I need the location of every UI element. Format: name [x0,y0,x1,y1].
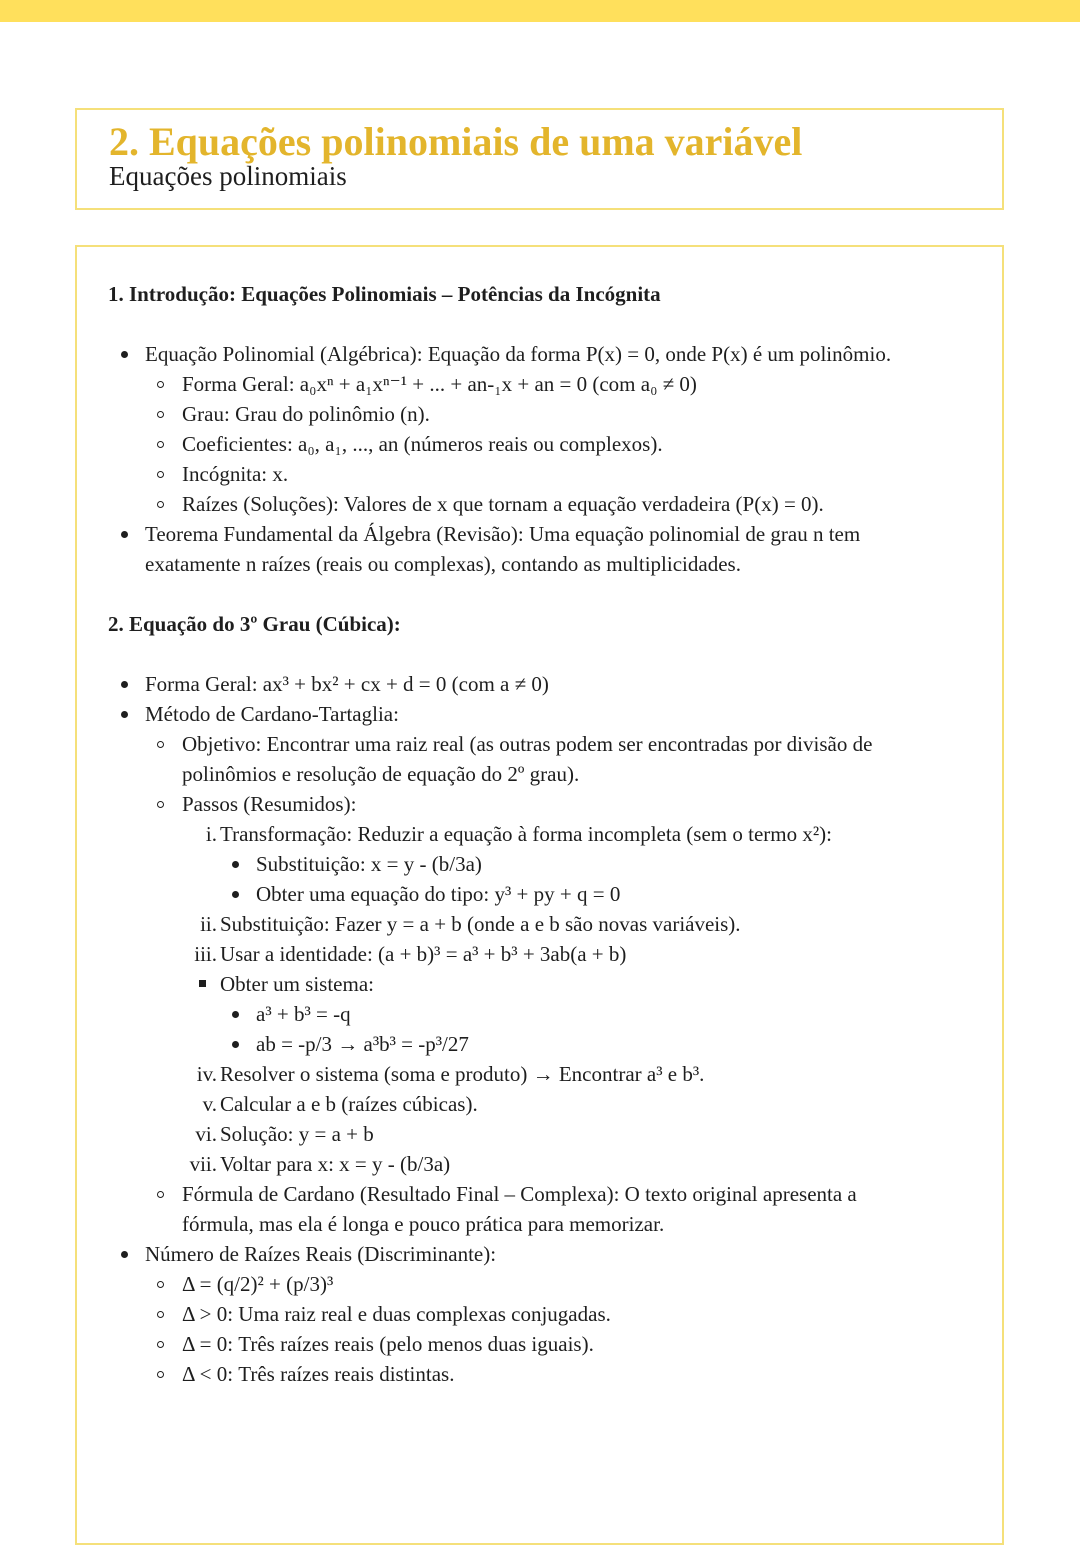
list-item: Voltar para x: x = y - (b/3a) [220,1152,451,1176]
list-item: Solução: y = a + b [220,1122,374,1146]
bullet-circle [157,741,164,748]
list-item: Substituição: Fazer y = a + b (onde a e b são novas variáveis). [220,912,741,936]
bullet-circle [157,501,164,508]
bullet-circle [157,411,164,418]
bullet-circle [157,381,164,388]
list-item: Equação Polinomial (Algébrica): Equação da forma P(x) = 0, onde P(x) é um polinômio. [145,342,892,366]
list-item: Método de Cardano-Tartaglia: [145,702,399,726]
roman-numeral: vii. [189,1152,217,1176]
list-item: Número de Raízes Reais (Discriminante): [145,1242,497,1266]
bullet-square [199,980,206,987]
bullet-disc [121,681,128,688]
page-title: 2. Equações polinomiais de uma variável [109,119,803,164]
bullet-disc [232,891,239,898]
list-item: Passos (Resumidos): [182,792,357,816]
list-item: Incógnita: x. [182,462,289,486]
list-item: Teorema Fundamental da Álgebra (Revisão): Uma equação polinomial de grau n tem [145,522,861,546]
list-item: Coeficientes: a₀, a₁, ..., an (números reais ou complexos). [182,432,663,456]
bullet-circle [157,1311,164,1318]
bullet-circle [157,441,164,448]
bullet-disc [121,711,128,718]
bullet-disc [232,1041,239,1048]
list-item: Raízes (Soluções): Valores de x que tornam a equação verdadeira (P(x) = 0). [182,492,824,516]
list-item-continuation: exatamente n raízes (reais ou complexas), contando as multiplicidades. [145,552,741,576]
list-item: Usar a identidade: (a + b)³ = a³ + b³ + 3ab(a + b) [220,942,627,966]
list-item: Transformação: Reduzir a equação à forma incompleta (sem o termo x²): [220,822,832,846]
title-card [75,108,1004,210]
bullet-circle [157,1371,164,1378]
roman-numeral: ii. [200,912,217,936]
section-heading-1: 1. Introdução: Equações Polinomiais – Potências da Incógnita [108,282,661,306]
page-subtitle: Equações polinomiais [109,161,347,191]
bullet-circle [157,1281,164,1288]
list-item: ab = -p/3 → a³b³ = -p³/27 [256,1032,469,1056]
list-item: Obter uma equação do tipo: y³ + py + q = 0 [256,882,621,906]
list-item: Δ > 0: Uma raiz real e duas complexas conjugadas. [182,1302,611,1326]
top-accent-bar [0,0,1080,22]
bullet-circle [157,471,164,478]
list-item: Δ = 0: Três raízes reais (pelo menos duas iguais). [182,1332,594,1356]
bullet-circle [157,1191,164,1198]
roman-numeral: i. [205,822,217,846]
roman-numeral: vi. [195,1122,217,1146]
list-item: Δ = (q/2)² + (p/3)³ [182,1272,334,1296]
roman-numeral: iv. [196,1062,217,1086]
bullet-circle [157,801,164,808]
section-heading-2: 2. Equação do 3º Grau (Cúbica): [108,612,401,636]
list-item: Forma Geral: a₀xⁿ + a₁xⁿ⁻¹ + ... + an-₁x + an = 0 (com a₀ ≠ 0) [182,372,697,396]
bullet-disc [121,531,128,538]
list-item: Substituição: x = y - (b/3a) [256,852,482,876]
bullet-disc [121,351,128,358]
list-item: Grau: Grau do polinômio (n). [182,402,430,426]
list-item: Objetivo: Encontrar uma raiz real (as outras podem ser encontradas por divisão de [182,732,873,756]
list-item: Calcular a e b (raízes cúbicas). [220,1092,478,1116]
list-item: Forma Geral: ax³ + bx² + cx + d = 0 (com a ≠ 0) [145,672,549,696]
list-item: a³ + b³ = -q [256,1002,351,1026]
roman-numeral: iii. [194,942,217,966]
list-item: Resolver o sistema (soma e produto) → Encontrar a³ e b³. [220,1062,705,1086]
list-item-continuation: fórmula, mas ela é longa e pouco prática para memorizar. [182,1212,665,1236]
bullet-disc [121,1251,128,1258]
bullet-disc [232,1011,239,1018]
list-item-continuation: polinômios e resolução de equação do 2º grau). [182,762,580,786]
list-item: Δ < 0: Três raízes reais distintas. [182,1362,455,1386]
bullet-disc [232,861,239,868]
list-item: Fórmula de Cardano (Resultado Final – Complexa): O texto original apresenta a [182,1182,857,1206]
list-item: Obter um sistema: [220,972,374,996]
bullet-circle [157,1341,164,1348]
roman-numeral: v. [202,1092,217,1116]
